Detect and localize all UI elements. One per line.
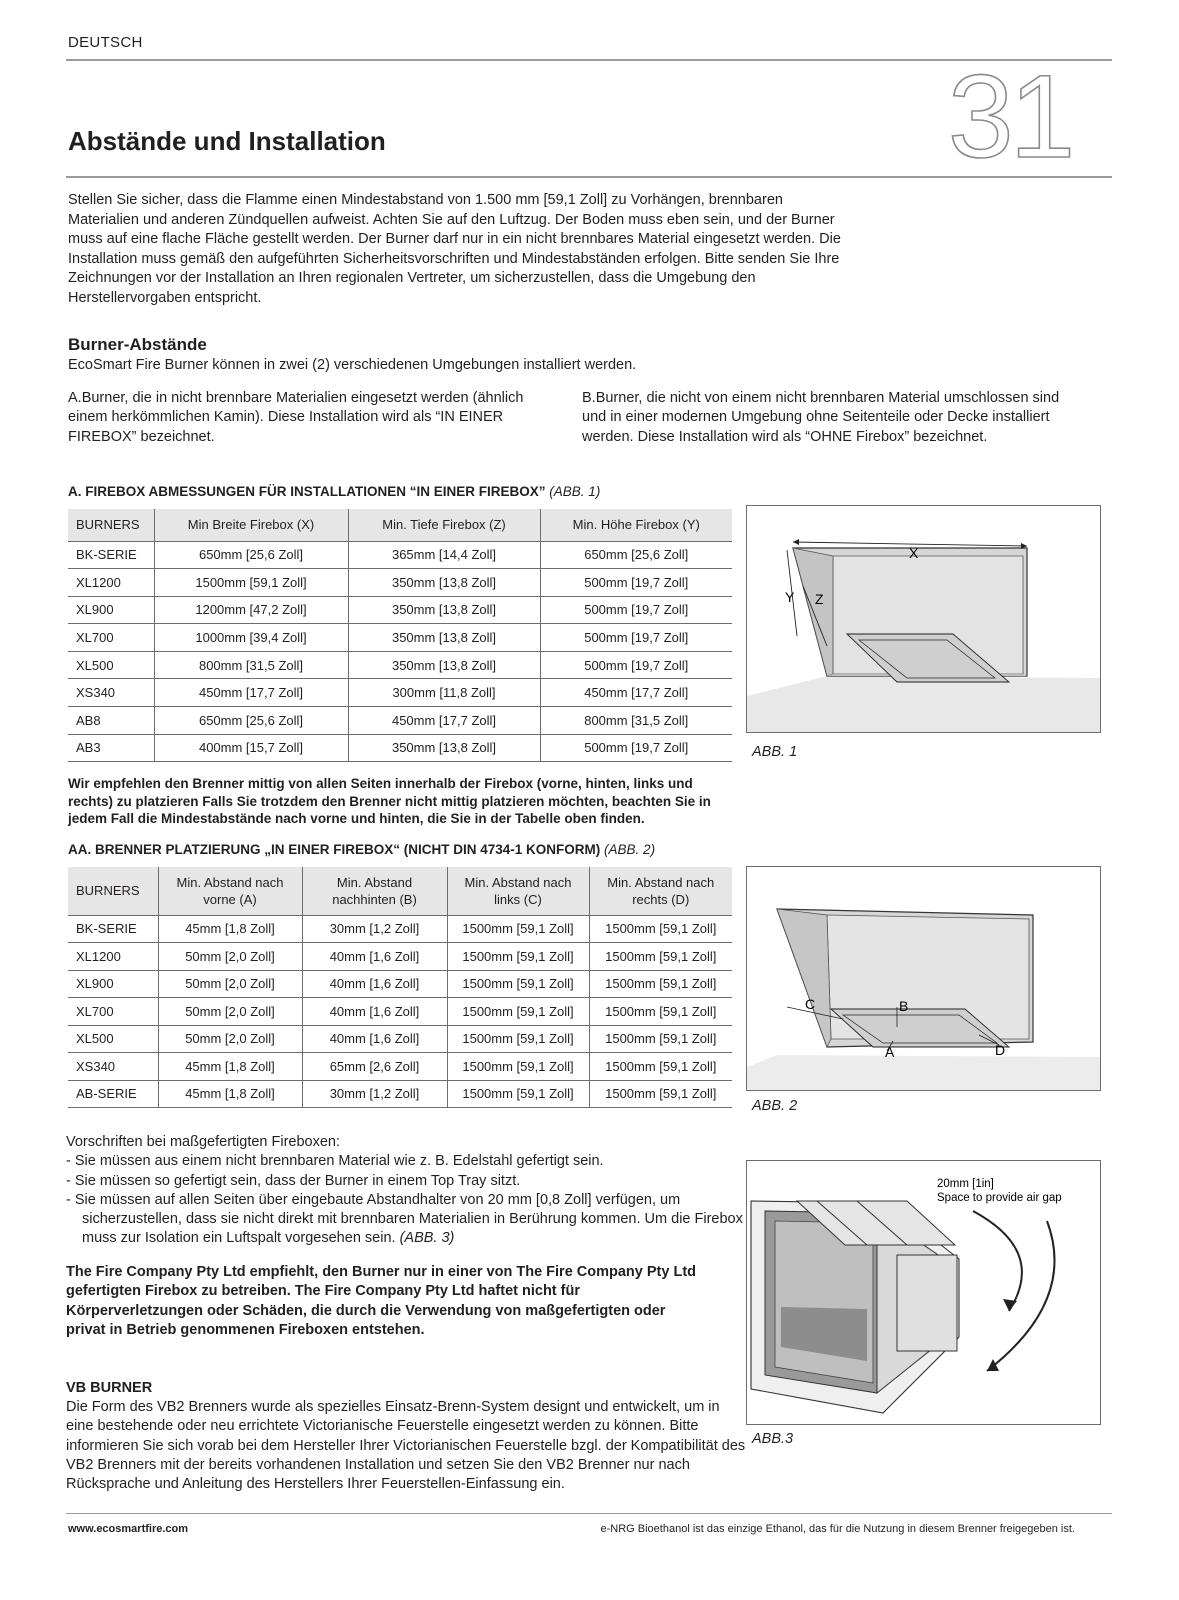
option-b-text bbox=[582, 389, 1072, 447]
table-cell: 500mm [19,7 Zoll] bbox=[540, 569, 732, 597]
figure-3-ref: (ABB. 3) bbox=[399, 1230, 455, 1247]
table-row bbox=[68, 596, 732, 624]
table-cell: 1500mm [59,1 Zoll] bbox=[447, 1080, 589, 1108]
table-cell: 450mm [17,7 Zoll] bbox=[540, 679, 732, 707]
table-cell: 40mm [1,6 Zoll] bbox=[302, 1025, 447, 1053]
table-cell: XS340 bbox=[68, 679, 154, 707]
figure-2-caption: ABB. 2 bbox=[752, 1098, 798, 1114]
footer-divider bbox=[66, 1513, 1112, 1514]
table-cell: XL1200 bbox=[68, 569, 154, 597]
vb-burner-text: Die Form des VB2 Brenners wurde als spezielles Einsatz-Brenn-System designt und entwickelt, um in eine bestehende oder neu errichtete Victorianische Feuerstelle eingesetzt werden zu können. Bitte informieren Sie sich vorab bei dem Hersteller Ihrer Victorianischen Feuerstelle bzgl. der Kompatibilität des VB2 Brenners mit der bereits vorhandenen Installation und setzen Sie den VB2 Brenner nur nach Rücksprache und Anleitung des Herstellers Ihrer Feuerstellen-Einfassung ein. bbox=[66, 1399, 746, 1493]
table-cell: 1500mm [59,1 Zoll] bbox=[589, 1080, 732, 1108]
table-cell: 45mm [1,8 Zoll] bbox=[158, 1053, 302, 1081]
list-item: - Sie müssen so gefertigt sein, dass der Burner in einem Top Tray sitzt. bbox=[66, 1172, 521, 1189]
figure-2-placement bbox=[746, 866, 1101, 1091]
table-cell: AB8 bbox=[68, 707, 154, 735]
table-cell: XL500 bbox=[68, 1025, 158, 1053]
regulations-block bbox=[66, 1133, 746, 1249]
intro-paragraph: Stellen Sie sicher, dass die Flamme einen Mindestabstand von 1.500 mm [59,1 Zoll] zu Vorhängen, brennbaren Materialien und anderen Zündquellen aufweist. Achten Sie auf den Luftzug. Der Boden muss eben sein, und der Burner muss auf eine flache Fläche gestellt werden. Der Burner darf nur in ein nicht brennbares Material eingesetzt werden. Die Installation muss gemäß den aufgeführten Sicherheitsvorschriften und Mindestabständen erfolgen. Bitte senden Sie Ihre Zeichnungen vor der Installation an Ihren regionalen Vertreter, um sicherzustellen, dass die Umgebung den Herstellervorgaben entspricht. bbox=[68, 192, 841, 306]
table-cell: 500mm [19,7 Zoll] bbox=[540, 624, 732, 652]
table-cell: 1500mm [59,1 Zoll] bbox=[447, 1025, 589, 1053]
table-cell: 50mm [2,0 Zoll] bbox=[158, 998, 302, 1026]
title-divider bbox=[66, 176, 1112, 178]
table-cell: 1500mm [59,1 Zoll] bbox=[589, 998, 732, 1026]
table-cell: XL700 bbox=[68, 998, 158, 1026]
table2-caption bbox=[68, 842, 655, 857]
figure-1-firebox bbox=[746, 505, 1101, 733]
table-cell: 1500mm [59,1 Zoll] bbox=[447, 943, 589, 971]
label-a: A bbox=[885, 1044, 895, 1060]
table-cell: BK-SERIE bbox=[68, 541, 154, 569]
footer-note: e-NRG Bioethanol ist das einzige Ethanol, das für die Nutzung in diesem Brenner freigegeben ist. bbox=[600, 1523, 1075, 1535]
table-row bbox=[68, 569, 732, 597]
table-cell: XL900 bbox=[68, 970, 158, 998]
language-label: DEUTSCH bbox=[68, 34, 143, 51]
table-cell: 450mm [17,7 Zoll] bbox=[154, 679, 348, 707]
table-cell: 350mm [13,8 Zoll] bbox=[348, 734, 540, 762]
table-cell: XL900 bbox=[68, 596, 154, 624]
table-row bbox=[68, 943, 732, 971]
table-header-row bbox=[68, 509, 732, 541]
table1-caption bbox=[68, 484, 600, 499]
table-cell: 50mm [2,0 Zoll] bbox=[158, 970, 302, 998]
label-x: X bbox=[909, 545, 919, 561]
label-d: D bbox=[995, 1042, 1006, 1058]
label-c: C bbox=[805, 996, 816, 1012]
table-cell: 365mm [14,4 Zoll] bbox=[348, 541, 540, 569]
placement-diagram bbox=[747, 867, 1100, 1090]
table-cell: 1500mm [59,1 Zoll] bbox=[447, 1053, 589, 1081]
burner-placement-table bbox=[68, 867, 732, 1108]
table-row bbox=[68, 998, 732, 1026]
table-cell: AB3 bbox=[68, 734, 154, 762]
table-cell: 650mm [25,6 Zoll] bbox=[154, 707, 348, 735]
table-cell: 500mm [19,7 Zoll] bbox=[540, 734, 732, 762]
table-header-cell: Min. Abstand nach rechts (D) bbox=[589, 867, 732, 915]
table-cell: 500mm [19,7 Zoll] bbox=[540, 596, 732, 624]
table-cell: 50mm [2,0 Zoll] bbox=[158, 1025, 302, 1053]
table-cell: 650mm [25,6 Zoll] bbox=[540, 541, 732, 569]
table-header-cell: Min. Höhe Firebox (Y) bbox=[540, 509, 732, 541]
table2-caption-ref: (ABB. 2) bbox=[604, 842, 656, 857]
table-cell: 1500mm [59,1 Zoll] bbox=[447, 998, 589, 1026]
option-b-label: B.Burner, die nicht von einem nicht brennbaren Material umschlossen sind und in einer modernen Umgebung ohne Seitenteile oder Decke installiert werden. Diese Installation wird als “OHNE Firebox” bezeichnet. bbox=[582, 390, 1060, 445]
table-cell: 40mm [1,6 Zoll] bbox=[302, 970, 447, 998]
table-cell: 65mm [2,6 Zoll] bbox=[302, 1053, 447, 1081]
list-item bbox=[66, 1191, 746, 1249]
label-b: B bbox=[899, 998, 909, 1014]
table-cell: 45mm [1,8 Zoll] bbox=[158, 1080, 302, 1108]
table-cell: XL500 bbox=[68, 651, 154, 679]
table-header-cell: Min. Abstand nach links (C) bbox=[447, 867, 589, 915]
air-gap-label-2: Space to provide air gap bbox=[937, 1192, 1062, 1204]
air-gap-diagram bbox=[747, 1161, 1100, 1424]
table-cell: 350mm [13,8 Zoll] bbox=[348, 651, 540, 679]
option-a-label: A.Burner, die in nicht brennbare Materialien eingesetzt werden (ähnlich einem herkömmlichen Kamin). Diese Installation wird als “IN EINER FIREBOX” bezeichnet. bbox=[68, 390, 524, 445]
figure-1-caption: ABB. 1 bbox=[752, 744, 798, 760]
table-row bbox=[68, 624, 732, 652]
table-header-cell: Min. Tiefe Firebox (Z) bbox=[348, 509, 540, 541]
table-cell: 1500mm [59,1 Zoll] bbox=[447, 915, 589, 943]
table-cell: 350mm [13,8 Zoll] bbox=[348, 624, 540, 652]
table-row bbox=[68, 707, 732, 735]
list-item: - Sie müssen aus einem nicht brennbaren Material wie z. B. Edelstahl gefertigt sein. bbox=[66, 1153, 604, 1170]
table-cell: XS340 bbox=[68, 1053, 158, 1081]
table-cell: 450mm [17,7 Zoll] bbox=[348, 707, 540, 735]
table-row bbox=[68, 734, 732, 762]
table-cell: 50mm [2,0 Zoll] bbox=[158, 943, 302, 971]
footer-website-link[interactable]: www.ecosmartfire.com bbox=[68, 1523, 189, 1535]
page-title: Abstände und Installation bbox=[68, 126, 386, 156]
figure-3-caption: ABB.3 bbox=[752, 1431, 794, 1447]
burner-subtitle: EcoSmart Fire Burner können in zwei (2) verschiedenen Umgebungen installiert werden. bbox=[68, 357, 637, 373]
table-cell: 350mm [13,8 Zoll] bbox=[348, 569, 540, 597]
table-cell: 1000mm [39,4 Zoll] bbox=[154, 624, 348, 652]
label-z: Z bbox=[815, 591, 824, 607]
placement-note: Wir empfehlen den Brenner mittig von allen Seiten innerhalb der Firebox (vorne, hinten, links und rechts) zu platzieren Falls Sie trotzdem den Brenner nicht mittig platzieren möchten, beachten Sie in jedem Fall die Mindestabstände nach vorne und hinten, die Sie in der Tabelle oben finden. bbox=[68, 776, 711, 826]
table-cell: 1500mm [59,1 Zoll] bbox=[589, 915, 732, 943]
table-cell: 1500mm [59,1 Zoll] bbox=[154, 569, 348, 597]
option-a-text bbox=[68, 389, 558, 447]
table-row bbox=[68, 541, 732, 569]
table-row bbox=[68, 651, 732, 679]
table-header-cell: BURNERS bbox=[68, 867, 158, 915]
table-cell: XL700 bbox=[68, 624, 154, 652]
table-cell: 30mm [1,2 Zoll] bbox=[302, 1080, 447, 1108]
table-cell: 1200mm [47,2 Zoll] bbox=[154, 596, 348, 624]
table-cell: 40mm [1,6 Zoll] bbox=[302, 998, 447, 1026]
table1-caption-ref: (ABB. 1) bbox=[549, 484, 601, 499]
table-header-row bbox=[68, 867, 732, 915]
table-cell: 1500mm [59,1 Zoll] bbox=[447, 970, 589, 998]
table-cell: 500mm [19,7 Zoll] bbox=[540, 651, 732, 679]
table-cell: 1500mm [59,1 Zoll] bbox=[589, 1053, 732, 1081]
table-cell: 1500mm [59,1 Zoll] bbox=[589, 1025, 732, 1053]
table-cell: 30mm [1,2 Zoll] bbox=[302, 915, 447, 943]
table-header-cell: Min. Abstand nach vorne (A) bbox=[158, 867, 302, 915]
firebox-dimensions-table bbox=[68, 509, 732, 762]
table-row bbox=[68, 679, 732, 707]
regulations-heading: Vorschriften bei maßgefertigten Fireboxen: bbox=[66, 1134, 341, 1150]
table-row bbox=[68, 1053, 732, 1081]
table2-caption-text: AA. BRENNER PLATZIERUNG „IN EINER FIREBOX“ (NICHT DIN 4734-1 KONFORM) bbox=[68, 842, 601, 857]
table1-caption-text: A. FIREBOX ABMESSUNGEN FÜR INSTALLATIONEN “IN EINER FIREBOX” bbox=[68, 484, 546, 499]
table-cell: AB-SERIE bbox=[68, 1080, 158, 1108]
table-header-cell: Min Breite Firebox (X) bbox=[154, 509, 348, 541]
table-cell: 1500mm [59,1 Zoll] bbox=[589, 970, 732, 998]
firebox-diagram bbox=[747, 506, 1100, 732]
air-gap-label-1: 20mm [1in] bbox=[937, 1178, 994, 1190]
list-item-text: - Sie müssen auf allen Seiten über eingebaute Abstandhalter von 20 mm [0,8 Zoll] verfügen, um sicherzustellen, dass sie nicht direkt mit brennbaren Materialien in Berührung kommen. Um die Firebox muss zur Isolation ein Luftspalt vorgesehen sein. bbox=[66, 1191, 743, 1247]
burner-heading: Burner-Abstände bbox=[68, 335, 207, 354]
label-y: Y bbox=[785, 589, 795, 605]
figure-3-air-gap bbox=[746, 1160, 1101, 1425]
table-cell: 45mm [1,8 Zoll] bbox=[158, 915, 302, 943]
table-row bbox=[68, 1080, 732, 1108]
table-row bbox=[68, 915, 732, 943]
table-cell: XL1200 bbox=[68, 943, 158, 971]
table-cell: 800mm [31,5 Zoll] bbox=[540, 707, 732, 735]
table-cell: 400mm [15,7 Zoll] bbox=[154, 734, 348, 762]
table-cell: BK-SERIE bbox=[68, 915, 158, 943]
table-cell: 40mm [1,6 Zoll] bbox=[302, 943, 447, 971]
vb-burner-heading: VB BURNER bbox=[66, 1380, 153, 1396]
table-cell: 650mm [25,6 Zoll] bbox=[154, 541, 348, 569]
table-header-cell: Min. Abstand nachhinten (B) bbox=[302, 867, 447, 915]
table-row bbox=[68, 1025, 732, 1053]
page-number: 31 bbox=[948, 51, 1072, 183]
table-cell: 1500mm [59,1 Zoll] bbox=[589, 943, 732, 971]
table-cell: 350mm [13,8 Zoll] bbox=[348, 596, 540, 624]
table-cell: 800mm [31,5 Zoll] bbox=[154, 651, 348, 679]
table-row bbox=[68, 970, 732, 998]
table-header-cell: BURNERS bbox=[68, 509, 154, 541]
table-cell: 300mm [11,8 Zoll] bbox=[348, 679, 540, 707]
company-disclaimer: The Fire Company Pty Ltd empfiehlt, den Burner nur in einer von The Fire Company Pty Ltd gefertigten Firebox zu betreiben. The Fire Company Pty Ltd haftet nicht für Körperverletzungen oder Schäden, die durch die Verwendung von maßgefertigten oder privat in Betrieb genommenen Fireboxen entstehen. bbox=[66, 1264, 697, 1338]
